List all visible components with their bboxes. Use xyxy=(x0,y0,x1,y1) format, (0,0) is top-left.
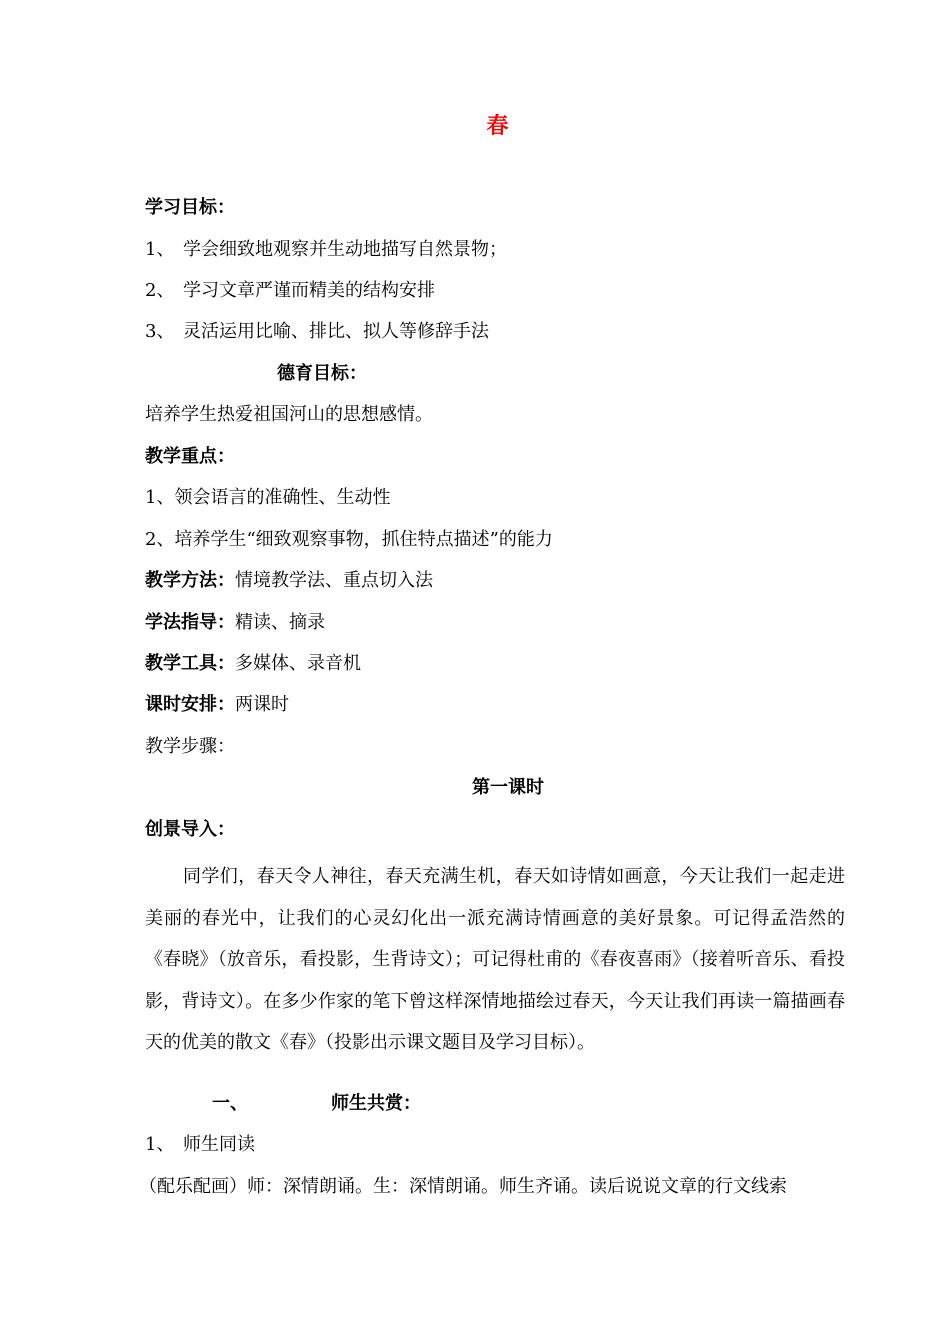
learning-goal-text: 学习文章严谨而精美的结构安排 xyxy=(183,280,435,301)
teaching-method-label: 教学方法： xyxy=(145,570,235,591)
learning-goals-heading: 学习目标： xyxy=(145,197,235,218)
teaching-steps-label: 教学步骤： xyxy=(145,736,235,757)
sub-item-number: 1、 xyxy=(145,1134,175,1155)
document-title: 春 xyxy=(486,113,509,139)
teaching-tools-value: 多媒体、录音机 xyxy=(235,653,361,674)
section-one-title: 师生共赏： xyxy=(331,1093,421,1114)
learning-goal-text: 学会细致地观察并生动地描写自然景物； xyxy=(183,239,507,260)
teaching-tools-row xyxy=(145,652,361,676)
key-point-item: 2、培养学生“细致观察事物，抓住特点描述”的能力 xyxy=(145,529,553,550)
teaching-method-value: 情境教学法、重点切入法 xyxy=(235,570,433,591)
sub-item-text: 师生同读 xyxy=(183,1134,255,1155)
last-line-text: （配乐配画）师：深情朗诵。生：深情朗诵。师生齐诵。读后说说文章的行文线索 xyxy=(139,1176,787,1197)
learning-goal-number: 3、 xyxy=(145,321,175,342)
schedule-value: 两课时 xyxy=(235,694,289,715)
moral-goal-text: 培养学生热爱祖国河山的思想感情。 xyxy=(145,404,433,425)
learning-goal-item xyxy=(145,320,489,344)
key-point-item: 1、领会语言的准确性、生动性 xyxy=(145,487,391,508)
learning-goal-item xyxy=(145,238,507,262)
study-guide-value: 精读、摘录 xyxy=(235,612,325,633)
key-points-heading: 教学重点： xyxy=(145,446,235,467)
teaching-method-row xyxy=(145,569,433,593)
learning-goal-number: 2、 xyxy=(145,280,175,301)
sub-item-one xyxy=(145,1133,255,1157)
learning-goal-item xyxy=(145,279,435,303)
section-one-number: 一、 xyxy=(212,1093,248,1114)
study-guide-row xyxy=(145,611,325,635)
teaching-tools-label: 教学工具： xyxy=(145,653,235,674)
intro-heading: 创景导入： xyxy=(145,819,235,840)
lesson-one-heading: 第一课时 xyxy=(472,777,544,798)
learning-goal-number: 1、 xyxy=(145,239,175,260)
moral-goal-heading: 德育目标： xyxy=(277,363,367,384)
schedule-label: 课时安排： xyxy=(145,694,235,715)
learning-goal-text: 灵活运用比喻、排比、拟人等修辞手法 xyxy=(183,321,489,342)
schedule-row xyxy=(145,693,289,717)
intro-paragraph: 同学们，春天令人神往，春天充满生机，春天如诗情如画意，今天让我们一起走进美丽的春光中，让我们的心灵幻化出一派充满诗情画意的美好景象。可记得孟浩然的《春晓》（放音乐，看投影，生背诗文）；可记得杜甫的《春夜喜雨》（接着听音乐、看投影，背诗文）。在多少作家的笔下曾这样深情地描绘过春天，今天让我们再读一篇描画春天的优美的散文《春》（投影出示课文题目及学习目标）。 xyxy=(145,866,845,1054)
study-guide-label: 学法指导： xyxy=(145,612,235,633)
